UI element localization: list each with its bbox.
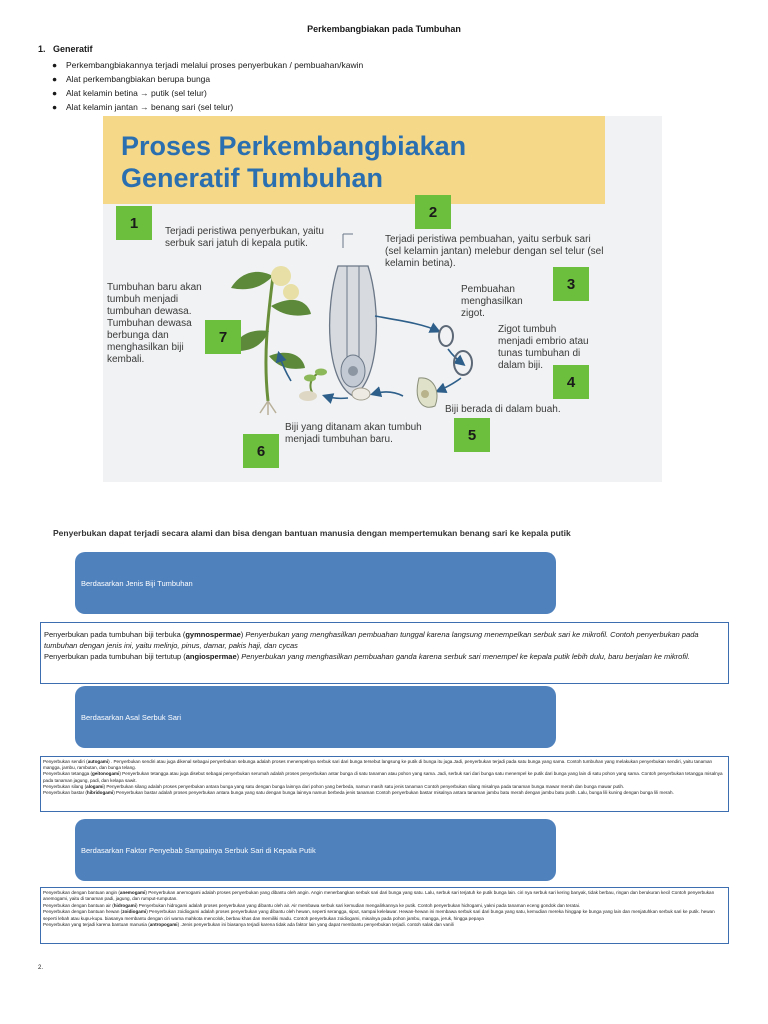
list-item: ● Perkembangbiakannya terjadi melalui proses penyerbukan / pembuahan/kawin <box>52 60 364 70</box>
list-item: Penyerbukan silang (alogami) Penyerbukan silang adalah proses penyerbukan antara bunga yang satu dengan bunga lainnya dari pohon yang berbeda, namun masih satu jenis tanaman Contoh penyerbukan silang misalnya pada tanaman bunga mawar merah dan bunga mawar putih. <box>43 783 625 789</box>
intro-paragraph: Penyerbukan dapat terjadi secara alami dan bisa dengan bantuan manusia dengan mempertemukan benang sari ke kepala putik <box>53 528 571 538</box>
pollen-origin-box <box>40 756 729 812</box>
pollination-agent-box <box>40 887 729 944</box>
bullet-icon: ● <box>52 60 58 70</box>
bullet-icon: ● <box>52 74 58 84</box>
process-figure <box>103 116 662 482</box>
list-item: ● Alat kelamin betina → putik (sel telur) <box>52 88 207 98</box>
arrow-icon <box>438 378 461 391</box>
step-caption: Pembuahan menghasilkan zigot. <box>461 284 523 319</box>
list-item: Penyerbukan yang terjadi karena bantuan manusia (antropogami) .Jenis penyerbukan ini biasanya terjadi karena tidak ada faktor lain yang dapat membantu penyerbukan terjadi. contoh salak dan vanili <box>43 922 454 928</box>
list-item: Penyerbukan dengan bantuan hewan (zoidiogami) Penyerbukan zoidiogami adalah proses penyerbukan yang dibantu oleh hewan, seperti serangga, siput, sampai kelelawar. Hewan-hewan ini membawa serbuk sari dari bunga yang satu, kemudian mereka hinggap ke bunga yang lain dan menjatuhkan serbuk sari ke putik. hewan seperti lebah atau kupu-kupu. biasanya membantu dengan ciri warna mahkota mencolok, berbau khas dan memiliki madu. Contoh penyerbukan zoidiogami, misalnya pada pohon jambu, mangga, jeruk, hingga pepaya <box>43 909 715 921</box>
fruit-icon <box>417 378 437 407</box>
bullet-list <box>52 58 363 114</box>
seedling-icon <box>299 369 327 402</box>
next-section-number: 2. <box>38 965 44 971</box>
step-badge: 2 <box>415 195 451 229</box>
step-caption: Biji yang ditanam akan tumbuh menjadi tumbuhan baru. <box>285 422 422 445</box>
step-caption: Biji berada di dalam buah. <box>445 404 561 415</box>
arrow-icon <box>375 316 438 331</box>
zygote-icon <box>439 326 453 346</box>
list-item: Penyerbukan pada tumbuhan biji terbuka (gymnospermae) Penyerbukan yang menghasilkan pembuahan tunggal karena langsung menempelkan serbuk sari ke mikrofil. Contoh penyerbukan pada tumbuhan dengan jenis ini, yaitu melinjo, pinus, damar, pakis haji, dan cycas <box>44 630 699 650</box>
step-badge: 6 <box>243 434 279 468</box>
step-badge: 3 <box>553 267 589 301</box>
category-heading-seed-type: Berdasarkan Jenis Biji Tumbuhan <box>75 552 556 614</box>
step-caption: Terjadi peristiwa penyerbukan, yaitu serbuk sari jatuh di kepala putik. <box>165 226 324 249</box>
pistil-icon <box>330 234 377 396</box>
list-item: Penyerbukan dengan bantuan air (hidrogami) Penyerbukan hidrogami adalah proses penyerbukan yang dibantu oleh air. Air membawa serbuk sari kemudian mengalirkannya ke putik. Contoh penyerbukan hidrogami, yakni pada tanaman eceng gondok dan teratai. <box>43 902 581 908</box>
list-item: Penyerbukan pada tumbuhan biji tertutup (angiospermae) Penyerbukan yang menghasilkan pembuahan ganda karena serbuk sari menempel ke kepala putik lebih dulu, baru berjalan ke mikrofil. <box>44 652 690 661</box>
step-caption: Zigot tumbuh menjadi embrio atau tunas tumbuhan di dalam biji. <box>498 324 589 371</box>
seed-icon <box>352 388 370 400</box>
step-caption: Tumbuhan baru akan tumbuh menjadi tumbuhan dewasa. Tumbuhan dewasa berbunga dan menghasilkan biji kembali. <box>107 282 202 365</box>
step-badge: 1 <box>116 206 152 240</box>
page-title: Perkembangbiakan pada Tumbuhan <box>307 24 461 34</box>
category-heading-pollen-origin: Berdasarkan Asal Serbuk Sari <box>75 686 556 748</box>
bullet-icon: ● <box>52 88 58 98</box>
plant-icon <box>231 266 311 415</box>
step-badge: 4 <box>553 365 589 399</box>
category-heading-pollination-agent: Berdasarkan Faktor Penyebab Sampainya Serbuk Sari di Kepala Putik <box>75 819 556 881</box>
section-heading <box>38 44 93 54</box>
figure-title: Proses Perkembangbiakan Generatif Tumbuhan <box>121 131 467 193</box>
section-title: Generatif <box>53 44 93 54</box>
list-item: ● Alat perkembangbiakan berupa bunga <box>52 74 211 84</box>
step-badge: 7 <box>205 320 241 354</box>
arrow-icon <box>325 396 348 398</box>
step-caption: Terjadi peristiwa pembuahan, yaitu serbuk sari (sel kelamin jantan) melebur dengan sel telur (sel kelamin betina). <box>385 234 604 269</box>
list-item: ● Alat kelamin jantan → benang sari (sel telur) <box>52 102 234 112</box>
list-item: Penyerbukan dengan bantuan angin (anemogami) Penyerbukan anemogami adalah proses penyerbukan yang dibantu oleh angin. Angin menerbangkan serbuk sari dari bunga yang satu. Lalu, serbuk sari terjatuh ke putik bunga lain. ciri nya serbuk sari kering banyak, tidak berbau, ringan dan berukuran kecil Contoh penyerbukan anemogami, yaitu di tanaman padi, jagung, dan rumput-rumputan. <box>43 890 715 902</box>
seed-type-box <box>40 622 729 684</box>
list-item: Penyerbukan sendiri (autogami) . Penyerbukan sendiri atau juga dikenal sebagai penyerbukan sebunga adalah proses menempelnya serbuk sari dari bunga tersebut langsung ke putik di bunga itu juga.Jadi, penyerbukan terjadi pada satu bunga yang sama. Contoh tumbuhan yang melakukan penyerbukan sendiri, yaitu tanaman mangga, jambu, rambutan, dan bunga telang. <box>43 759 713 771</box>
arrow-icon <box>373 392 403 396</box>
list-item: Penyerbukan tetangga (geitonogami) Penyerbukan tetangga atau juga disebut sebagai penyerbukan serumah adalah proses penyerbukan antar bunga di satu tanaman atau pohon yang sama. Jadi, serbuk sari dari bunga satu menempel ke putik dari bunga yang lain di satu pohon yang sama. Contoh penyerbukan tetangga misalnya pada tanaman jagung, padi, dan kelapa sawit. <box>43 771 723 783</box>
bullet-icon: ● <box>52 102 58 112</box>
step-badge: 5 <box>454 418 490 452</box>
list-item: Penyerbukan bastar (hibridogami) Penyerbukan bastar adalah proses penyerbukan antara bunga yang satu dengan bunga lainnya namun berbeda jenis tanaman Contoh penyerbukan bastar misalnya antara tanaman jambu batu merah dengan jambu batu putih. Lalu, bunga lili kuning dengan bunga lili merah. <box>43 790 674 796</box>
section-number: 1. <box>38 44 46 54</box>
